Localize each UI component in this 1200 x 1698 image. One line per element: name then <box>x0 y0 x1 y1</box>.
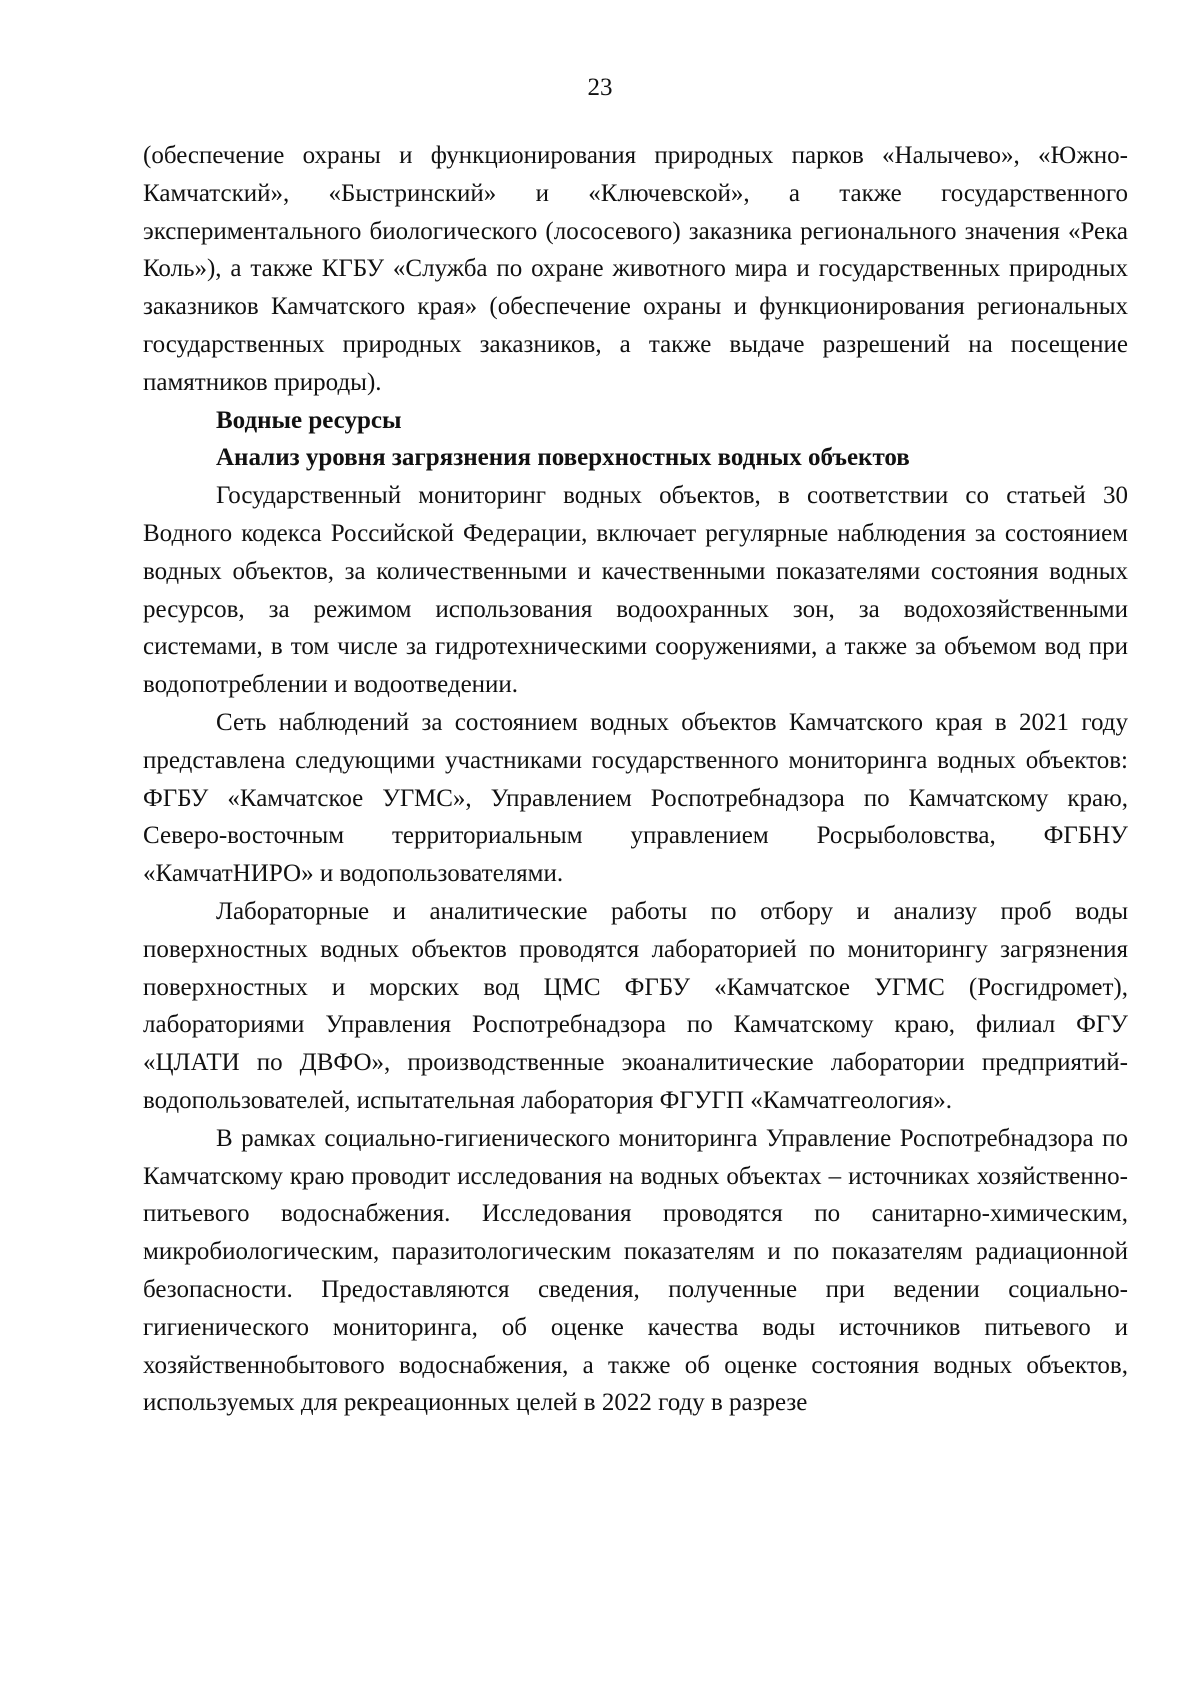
subsection-heading: Анализ уровня загрязнения поверхностных водных объектов <box>216 444 910 472</box>
body-paragraph-monitoring: Государственный мониторинг водных объектов, в соответствии со статьей 30 Водного кодекса Российской Федерации, включает регулярные наблюдения за состоянием водных объектов, за количественными и качественными показателями состояния водных ресурсов, за режимом использования водоохранных зон, за водохозяйственными системами, в том числе за гидротехническими сооружениями, а также за объемом вод при водопотреблении и водоотведении. <box>143 482 1128 699</box>
intro-paragraph: (обеспечение охраны и функционирования природных парков «Налычево», «Южно-Камчатский», «Быстринский» и «Ключевской», а также государственного экспериментального биологического (лососевого) заказника регионального значения «Река Коль»), а также КГБУ «Служба по охране животного мира и государственных природных заказников Камчатского края» (обеспечение охраны и функционирования региональных государственных природных заказников, а также выдаче разрешений на посещение памятников природы). <box>143 142 1128 396</box>
page-number: 23 <box>587 74 613 101</box>
section-heading: Водные ресурсы <box>216 406 402 434</box>
body-paragraph-laboratories: Лабораторные и аналитические работы по отбору и анализу проб воды поверхностных водных объектов проводятся лабораторией по мониторингу загрязнения поверхностных и морских вод ЦМС ФГБУ «Камчатское УГМС (Росгидромет), лабораториями Управления Роспотребнадзора по Камчатскому краю, филиал ФГУ «ЦЛАТИ по ДВФО», производственные экоаналитические лаборатории предприятий-водопользователей, испытательная лаборатория ФГУГП «Камчатгеология». <box>143 897 1128 1114</box>
body-paragraph-sanitary-monitoring: В рамках социально-гигиенического мониторинга Управление Роспотребнадзора по Камчатскому краю проводит исследования на водных объектах – источниках хозяйственно-питьевого водоснабжения. Исследования проводятся по санитарно-химическим, микробиологическим, паразитологическим показателям и по показателям радиационной безопасности. Предоставляются сведения, полученные при ведении социально-гигиенического мониторинга, об оценке качества воды источников питьевого и хозяйственнобытового водоснабжения, а также об оценке состояния водных объектов, используемых для рекреационных целей в 2022 году в разрезе <box>143 1124 1128 1417</box>
body-paragraph-network: Сеть наблюдений за состоянием водных объектов Камчатского края в 2021 году представлена следующими участниками государственного мониторинга водных объектов: ФГБУ «Камчатское УГМС», Управлением Роспотребнадзора по Камчатскому краю, Северо-восточным территориальным управлением Росрыболовства, ФГБНУ «КамчатНИРО» и водопользователями. <box>143 708 1128 888</box>
document-body <box>143 137 1128 1422</box>
